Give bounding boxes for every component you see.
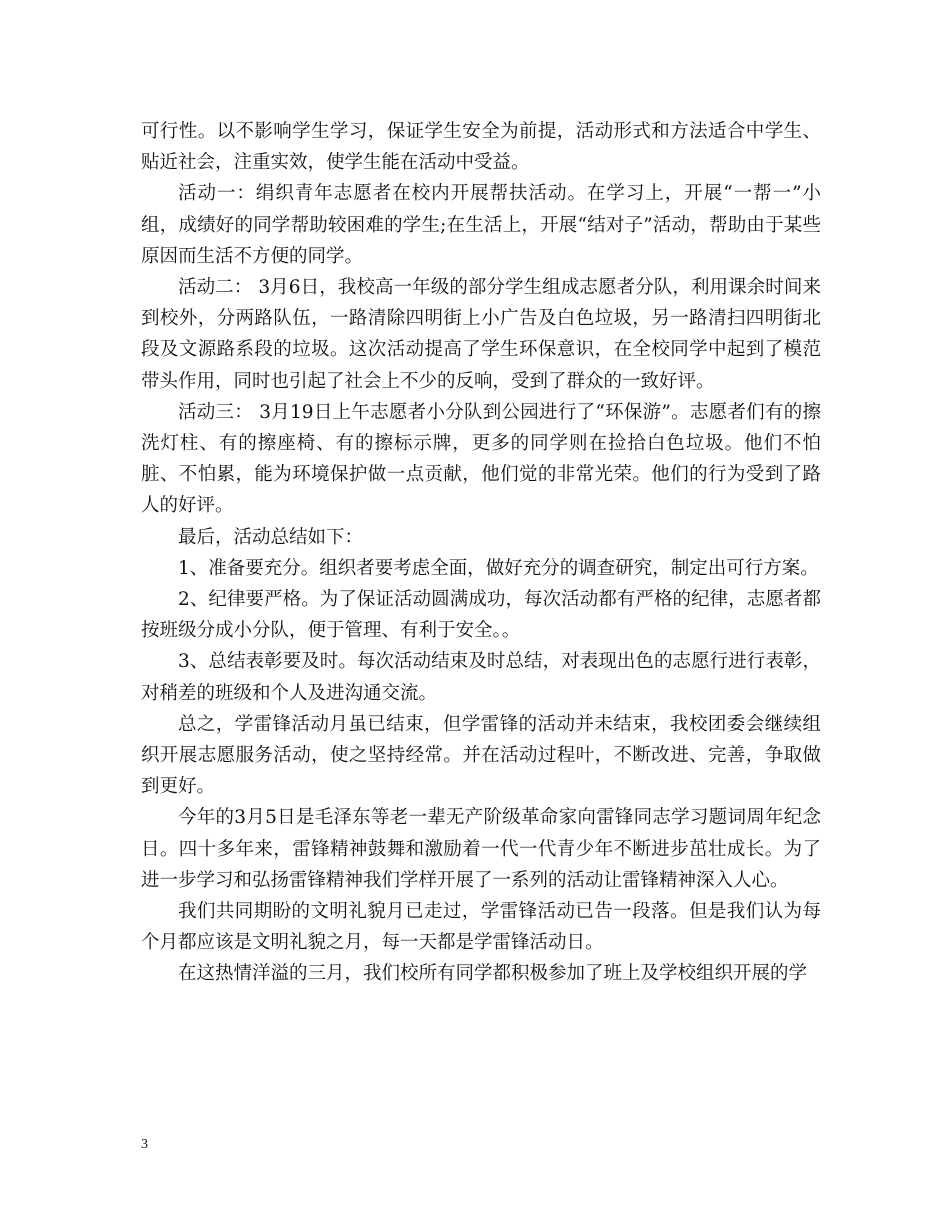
paragraph-anniversary: 今年的3月5日是毛泽东等老一辈无产阶级革命家向雷锋同志学习题词周年纪念日。四十多年来，雷锋精神鼓舞和激励着一代一代青少年不断进步茁壮成长。为了进一步学习和弘扬雷锋精神我们学样开展了一系列的活动让雷锋精神深入人心。 <box>141 807 821 891</box>
paragraph-summary-point-3: 3、总结表彰要及时。每次活动结束及时总结，对表现出色的志愿行进行表彰，对稍差的班级和个人及进沟通交流。 <box>141 651 821 704</box>
paragraph-summary-point-1: 1、准备要充分。组织者要考虑全面，做好充分的调查研究，制定出可行方案。 <box>178 557 819 579</box>
document-body <box>141 116 821 990</box>
paragraph-activity-two: 活动二： 3月6日，我校高一年级的部分学生组成志愿者分队，利用课余时间来到校外，分两路队伍，一路清除四明街上小广告及白色垃圾，另一路清扫四明街北段及文源路系段的垃圾。这次活动提高了学生环保意识，在全校同学中起到了模范带头作用，同时也引起了社会上不少的反响，受到了群众的一致好评。 <box>141 277 821 392</box>
paragraph-conclusion: 总之，学雷锋活动月虽已结束，但学雷锋的活动并未结束，我校团委会继续组织开展志愿服务活动，使之坚持经常。并在活动过程叶，不断改进、完善，争取做到更好。 <box>141 713 821 798</box>
paragraph-activity-one: 活动一：绢织青年志愿者在校内开展帮扶活动。在学习上，开展“一帮一”小组，成绩好的同学帮助较困难的学生;在生活上，开展“结对子”活动，帮助由于某些原因而生活不方便的同学。 <box>141 183 821 267</box>
paragraph-summary-point-2: 2、纪律要严格。为了保证活动圆满成功，每次活动都有严格的纪律，志愿者都按班级分成小分队，便于管理、有利于安全。。 <box>141 589 821 642</box>
paragraph-continuation: 可行性。以不影响学生学习，保证学生安全为前提，活动形式和方法适合中学生、贴近社会，注重实效，使学生能在活动中受益。 <box>141 121 821 174</box>
paragraph-civility-month: 我们共同期盼的文明礼貌月已走过，学雷锋活动已告一段落。但是我们认为每个月都应该是文明礼貌之月，每一天都是学雷锋活动日。 <box>141 901 821 954</box>
page-number: 3 <box>141 1137 148 1152</box>
paragraph-summary-intro: 最后，活动总结如下： <box>178 526 364 548</box>
paragraph-march: 在这热情洋溢的三月，我们校所有同学都积极参加了班上及学校组织开展的学 <box>178 963 808 985</box>
paragraph-activity-three: 活动三： 3月19日上午志愿者小分队到公园进行了“环保游”。志愿者们有的擦洗灯柱、有的擦座椅、有的擦标示牌，更多的同学则在捡拾白色垃圾。他们不怕脏、不怕累，能为环境保护做一点贡献，他们觉的非常光荣。他们的行为受到了路人的好评。 <box>141 401 821 517</box>
